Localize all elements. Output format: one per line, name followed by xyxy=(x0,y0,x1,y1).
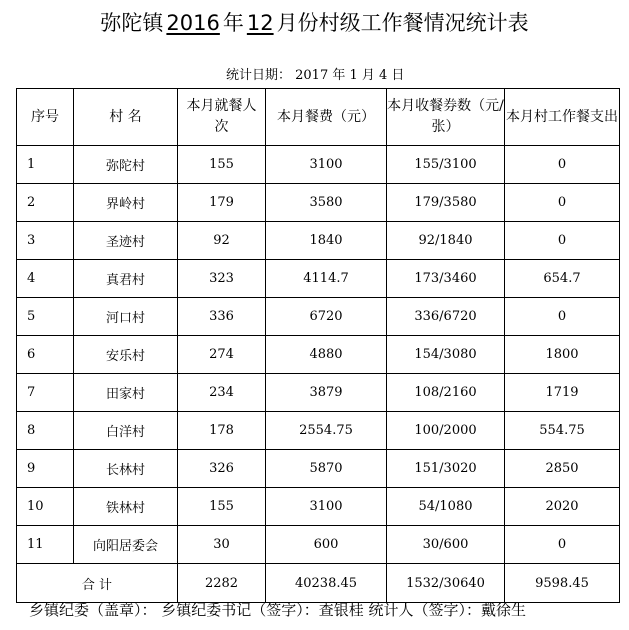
cell-index: 9 xyxy=(17,450,74,488)
cell-village: 向阳居委会 xyxy=(74,526,178,564)
header-village: 村 名 xyxy=(74,89,178,146)
cell-cost: 5870 xyxy=(266,450,387,488)
cell-tickets: 30/600 xyxy=(387,526,505,564)
table-row xyxy=(17,450,620,488)
cell-tickets: 92/1840 xyxy=(387,222,505,260)
cell-expense: 2850 xyxy=(505,450,620,488)
cell-index: 10 xyxy=(17,488,74,526)
cell-expense: 0 xyxy=(505,222,620,260)
stat-date: 统计日期： 2017 年 1 月 4 日 xyxy=(226,68,405,83)
cell-cost: 3580 xyxy=(266,184,387,222)
cell-index: 1 xyxy=(17,146,74,184)
total-label: 合 计 xyxy=(17,564,178,603)
cell-meals: 234 xyxy=(178,374,266,412)
statistics-table xyxy=(16,88,620,603)
table-row xyxy=(17,336,620,374)
cell-cost: 6720 xyxy=(266,298,387,336)
cell-index: 2 xyxy=(17,184,74,222)
cell-index: 3 xyxy=(17,222,74,260)
cell-meals: 326 xyxy=(178,450,266,488)
table-row xyxy=(17,222,620,260)
cell-tickets: 54/1080 xyxy=(387,488,505,526)
cell-expense: 654.7 xyxy=(505,260,620,298)
cell-village: 安乐村 xyxy=(74,336,178,374)
cell-tickets: 155/3100 xyxy=(387,146,505,184)
cell-village: 弥陀村 xyxy=(74,146,178,184)
cell-village: 真君村 xyxy=(74,260,178,298)
title-year: 2016 xyxy=(166,11,220,35)
cell-meals: 336 xyxy=(178,298,266,336)
cell-tickets: 173/3460 xyxy=(387,260,505,298)
title-rest: 月份村级工作餐情况统计表 xyxy=(276,11,529,35)
cell-cost: 3100 xyxy=(266,488,387,526)
cell-expense: 1719 xyxy=(505,374,620,412)
header-tickets: 本月收餐券数（元/张） xyxy=(387,89,505,146)
table-row xyxy=(17,412,620,450)
cell-index: 8 xyxy=(17,412,74,450)
table-row xyxy=(17,298,620,336)
cell-meals: 323 xyxy=(178,260,266,298)
total-tickets: 1532/30640 xyxy=(387,564,505,603)
cell-expense: 554.75 xyxy=(505,412,620,450)
cell-cost: 3879 xyxy=(266,374,387,412)
cell-meals: 274 xyxy=(178,336,266,374)
cell-tickets: 151/3020 xyxy=(387,450,505,488)
cell-cost: 4114.7 xyxy=(266,260,387,298)
header-cost: 本月餐费（元） xyxy=(266,89,387,146)
cell-village: 界岭村 xyxy=(74,184,178,222)
cell-cost: 4880 xyxy=(266,336,387,374)
cell-village: 田家村 xyxy=(74,374,178,412)
cell-meals: 92 xyxy=(178,222,266,260)
header-expense: 本月村工作餐支出 xyxy=(505,89,620,146)
table-row xyxy=(17,260,620,298)
cell-village: 河口村 xyxy=(74,298,178,336)
table-header-row xyxy=(17,89,620,146)
cell-village: 长林村 xyxy=(74,450,178,488)
cell-village: 圣迹村 xyxy=(74,222,178,260)
total-cost: 40238.45 xyxy=(266,564,387,603)
cell-expense: 0 xyxy=(505,526,620,564)
cell-expense: 0 xyxy=(505,184,620,222)
table-row xyxy=(17,374,620,412)
cell-index: 7 xyxy=(17,374,74,412)
title-month: 12 xyxy=(246,11,274,35)
cell-tickets: 100/2000 xyxy=(387,412,505,450)
cell-index: 6 xyxy=(17,336,74,374)
cell-meals: 178 xyxy=(178,412,266,450)
cell-cost: 1840 xyxy=(266,222,387,260)
cell-meals: 155 xyxy=(178,488,266,526)
cell-meals: 155 xyxy=(178,146,266,184)
cell-tickets: 154/3080 xyxy=(387,336,505,374)
table-row xyxy=(17,526,620,564)
header-index: 序号 xyxy=(17,89,74,146)
title-year-suffix: 年 xyxy=(222,11,244,35)
cell-tickets: 179/3580 xyxy=(387,184,505,222)
page-title xyxy=(0,6,629,40)
total-meals: 2282 xyxy=(178,564,266,603)
cell-tickets: 108/2160 xyxy=(387,374,505,412)
title-prefix: 弥陀镇 xyxy=(100,11,164,35)
cell-expense: 0 xyxy=(505,298,620,336)
cell-cost: 3100 xyxy=(266,146,387,184)
table-row xyxy=(17,488,620,526)
cell-index: 4 xyxy=(17,260,74,298)
table-row xyxy=(17,146,620,184)
header-meals: 本月就餐人 次 xyxy=(178,89,266,146)
cell-meals: 30 xyxy=(178,526,266,564)
cell-meals: 179 xyxy=(178,184,266,222)
table-row xyxy=(17,184,620,222)
signature-footer: 乡镇纪委（盖章）： 乡镇纪委书记（签字）：查银桂 统计人（签字）：戴徐生 xyxy=(29,601,527,619)
total-expense: 9598.45 xyxy=(505,564,620,603)
cell-village: 铁林村 xyxy=(74,488,178,526)
cell-index: 5 xyxy=(17,298,74,336)
cell-index: 11 xyxy=(17,526,74,564)
cell-cost: 600 xyxy=(266,526,387,564)
cell-expense: 0 xyxy=(505,146,620,184)
cell-expense: 2020 xyxy=(505,488,620,526)
cell-tickets: 336/6720 xyxy=(387,298,505,336)
cell-cost: 2554.75 xyxy=(266,412,387,450)
cell-village: 白洋村 xyxy=(74,412,178,450)
cell-expense: 1800 xyxy=(505,336,620,374)
